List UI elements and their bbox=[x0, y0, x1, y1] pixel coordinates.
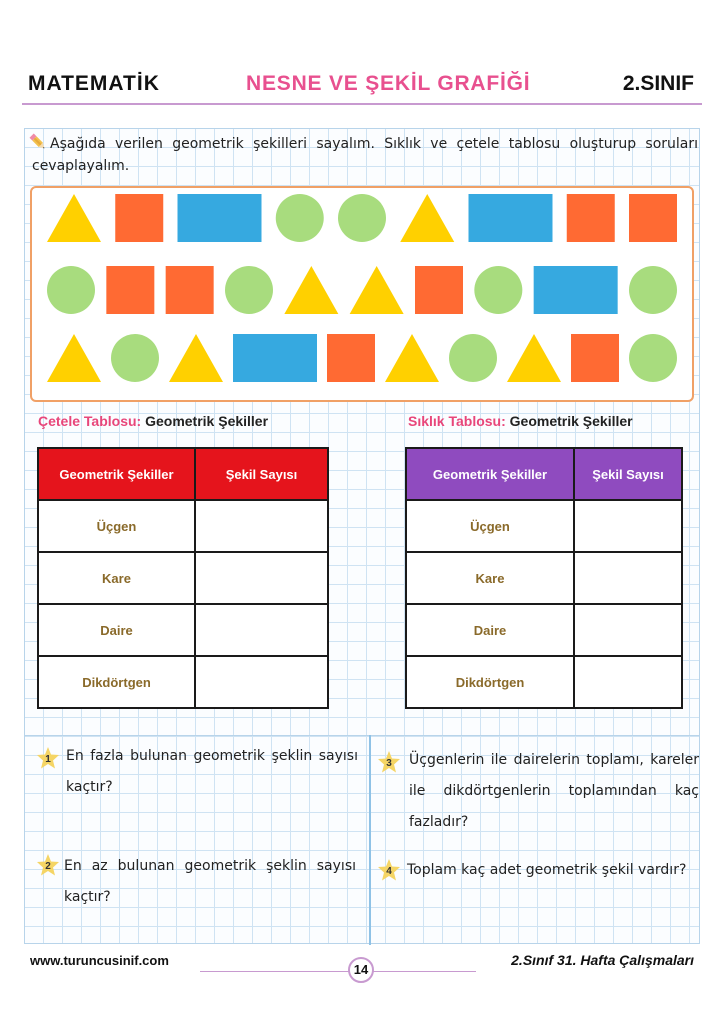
circle-shape bbox=[449, 334, 497, 382]
circle-shape bbox=[276, 194, 324, 242]
table-row bbox=[406, 604, 682, 656]
circle-shape bbox=[474, 266, 522, 314]
circle-shape bbox=[629, 266, 677, 314]
circle-shape bbox=[111, 334, 159, 382]
subject-label: MATEMATİK bbox=[28, 72, 160, 95]
square-shape bbox=[115, 194, 163, 242]
row-label: Üçgen bbox=[406, 500, 574, 552]
answer-cell[interactable] bbox=[195, 604, 328, 656]
tally-title-text: Geometrik Şekiller bbox=[145, 413, 269, 429]
answer-cell[interactable] bbox=[574, 552, 682, 604]
star-number-icon bbox=[377, 858, 401, 882]
row-label: Üçgen bbox=[38, 500, 195, 552]
answer-cell[interactable] bbox=[195, 552, 328, 604]
frequency-table bbox=[405, 447, 683, 709]
table-row bbox=[38, 604, 328, 656]
square-shape bbox=[629, 194, 677, 242]
question-number: 2 bbox=[45, 861, 51, 872]
table-row bbox=[38, 656, 328, 708]
rectangle-shape bbox=[233, 334, 317, 382]
square-shape bbox=[415, 266, 463, 314]
rectangle-shape bbox=[469, 194, 553, 242]
row-label: Daire bbox=[406, 604, 574, 656]
shapes-svg bbox=[30, 186, 694, 402]
question-number: 3 bbox=[386, 758, 392, 769]
triangle-shape bbox=[350, 266, 404, 314]
star-number-icon bbox=[36, 853, 60, 877]
square-shape bbox=[106, 266, 154, 314]
triangle-shape bbox=[47, 334, 101, 382]
square-shape bbox=[571, 334, 619, 382]
table-row bbox=[38, 552, 328, 604]
question-4-text: Toplam kaç adet geometrik şekil vardır? bbox=[407, 862, 687, 878]
header-divider bbox=[22, 103, 702, 105]
page-title: NESNE VE ŞEKİL GRAFİĞİ bbox=[246, 72, 531, 95]
question-number: 1 bbox=[45, 754, 51, 765]
row-label: Kare bbox=[406, 552, 574, 604]
row-label: Daire bbox=[38, 604, 195, 656]
frequency-table-title bbox=[408, 413, 633, 429]
tally-title-prefix: Çetele Tablosu: bbox=[38, 413, 142, 429]
circle-shape bbox=[629, 334, 677, 382]
instruction-text: Aşağıda verilen geometrik şekilleri sayalım. Sıklık ve çetele tablosu oluşturup soruları cevaplayalım. bbox=[32, 136, 698, 174]
circle-shape bbox=[338, 194, 386, 242]
column-header: Geometrik Şekiller bbox=[406, 448, 574, 500]
questions-top-divider bbox=[24, 735, 700, 736]
table-row bbox=[38, 500, 328, 552]
triangle-shape bbox=[284, 266, 338, 314]
circle-shape bbox=[47, 266, 95, 314]
tally-table bbox=[37, 447, 329, 709]
square-shape bbox=[327, 334, 375, 382]
row-label: Dikdörtgen bbox=[38, 656, 195, 708]
answer-cell[interactable] bbox=[195, 656, 328, 708]
questions-column-divider bbox=[369, 735, 371, 945]
square-shape bbox=[567, 194, 615, 242]
question-1-text: En fazla bulunan geometrik şeklin sayısı kaçtır? bbox=[66, 748, 358, 795]
table-header-row bbox=[38, 448, 328, 500]
answer-cell[interactable] bbox=[574, 604, 682, 656]
question-3-text: Üçgenlerin ile dairelerin toplamı, kareler ile dikdörtgenlerin toplamından kaç fazladır? bbox=[409, 752, 699, 830]
grade-label: 2.SINIF bbox=[622, 72, 694, 95]
rectangle-shape bbox=[178, 194, 262, 242]
answer-cell[interactable] bbox=[574, 656, 682, 708]
frequency-title-text: Geometrik Şekiller bbox=[509, 413, 633, 429]
tally-table-title bbox=[38, 413, 268, 429]
triangle-shape bbox=[169, 334, 223, 382]
page-number: 14 bbox=[348, 957, 374, 983]
rectangle-shape bbox=[534, 266, 618, 314]
table-header-row bbox=[406, 448, 682, 500]
table-row bbox=[406, 656, 682, 708]
table-row bbox=[406, 552, 682, 604]
question-number: 4 bbox=[386, 866, 392, 877]
table-row bbox=[406, 500, 682, 552]
answer-cell[interactable] bbox=[574, 500, 682, 552]
triangle-shape bbox=[507, 334, 561, 382]
circle-shape bbox=[225, 266, 273, 314]
star-number-icon bbox=[36, 746, 60, 770]
triangle-shape bbox=[400, 194, 454, 242]
column-header: Geometrik Şekiller bbox=[38, 448, 195, 500]
question-2-text: En az bulunan geometrik şeklin sayısı kaçtır? bbox=[64, 858, 356, 905]
column-header: Şekil Sayısı bbox=[574, 448, 682, 500]
square-shape bbox=[166, 266, 214, 314]
star-number-icon bbox=[377, 750, 401, 774]
website-link[interactable]: www.turuncusinif.com bbox=[30, 953, 169, 968]
row-label: Dikdörtgen bbox=[406, 656, 574, 708]
frequency-title-prefix: Sıklık Tablosu: bbox=[408, 413, 506, 429]
answer-cell[interactable] bbox=[195, 500, 328, 552]
footer-divider bbox=[200, 971, 476, 972]
week-note: 2.Sınıf 31. Hafta Çalışmaları bbox=[511, 952, 694, 968]
column-header: Şekil Sayısı bbox=[195, 448, 328, 500]
row-label: Kare bbox=[38, 552, 195, 604]
triangle-shape bbox=[47, 194, 101, 242]
triangle-shape bbox=[385, 334, 439, 382]
